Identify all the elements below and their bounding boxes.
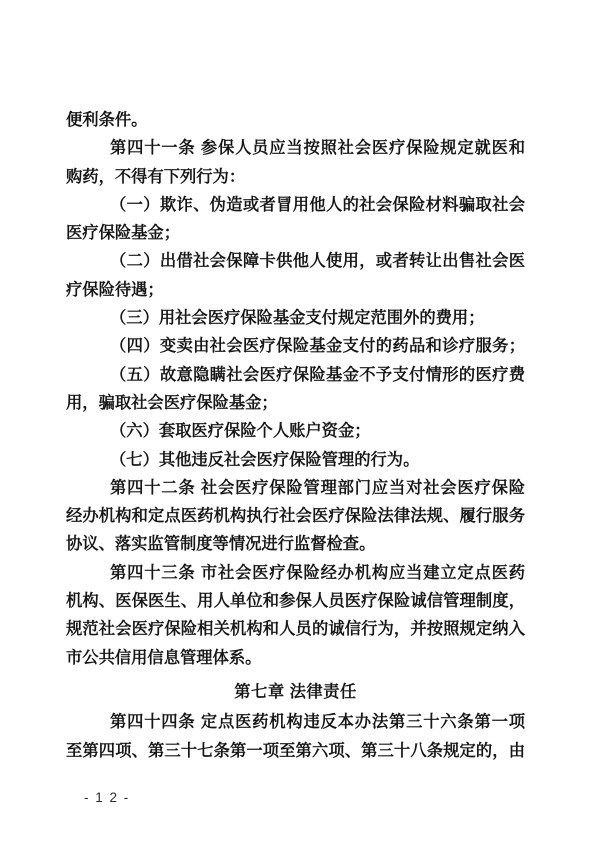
text-line: 用，骗取社会医疗保险基金； — [66, 393, 278, 412]
text-line: 医疗保险基金； — [66, 224, 180, 243]
text-line: 规范社会医疗保险相关机构和人员的诚信行为，并按照规定纳入 — [66, 620, 525, 639]
text-line: （三）用社会医疗保险基金支付规定范围外的费用； — [110, 309, 485, 328]
text-line: 便利条件。 — [66, 111, 148, 129]
text-line: 机构、医保医生、用人单位和参保人员医疗保险诚信管理制度， — [66, 592, 525, 611]
text-line: （七）其他违反社会医疗保险管理的行为。 — [110, 450, 420, 469]
page-number: - 1 2 - — [84, 790, 130, 805]
text-line: 疗保险待遇； — [66, 280, 164, 299]
text-line: 协议、落实监管制度等情况进行监督检查。 — [66, 535, 376, 554]
text-line: （一）欺诈、伪造或者冒用他人的社会保险材料骗取社会 — [110, 195, 525, 214]
text-line: 第四十三条 市社会医疗保险经办机构应当建立定点医药 — [110, 563, 525, 582]
text-line: （六）套取医疗保险个人账户资金； — [110, 422, 371, 441]
text-line: 第四十四条 定点医药机构违反本办法第三十六条第一项 — [110, 713, 525, 732]
text-line: 至第四项、第三十七条第一项至第六项、第三十八条规定的，由 — [66, 741, 525, 760]
text-line: （四）变卖由社会医疗保险基金支付的药品和诊疗服务； — [110, 337, 525, 356]
text-line: 购药，不得有下列行为： — [66, 167, 246, 186]
chapter-heading: 第七章 法律责任 — [234, 682, 357, 701]
text-line: 经办机构和定点医药机构执行社会医疗保险法律法规、履行服务 — [66, 507, 525, 526]
text-line: 市公共信用信息管理体系。 — [66, 648, 262, 667]
text-line: 第四十一条 参保人员应当按照社会医疗保险规定就医和 — [110, 139, 525, 158]
text-line: 第四十二条 社会医疗保险管理部门应当对社会医疗保险 — [110, 478, 525, 497]
document-body — [66, 106, 525, 765]
text-line: （五）故意隐瞒社会医疗保险基金不予支付情形的医疗费 — [110, 365, 525, 384]
text-line: （二）出借社会保障卡供他人使用，或者转让出售社会医 — [110, 252, 525, 271]
